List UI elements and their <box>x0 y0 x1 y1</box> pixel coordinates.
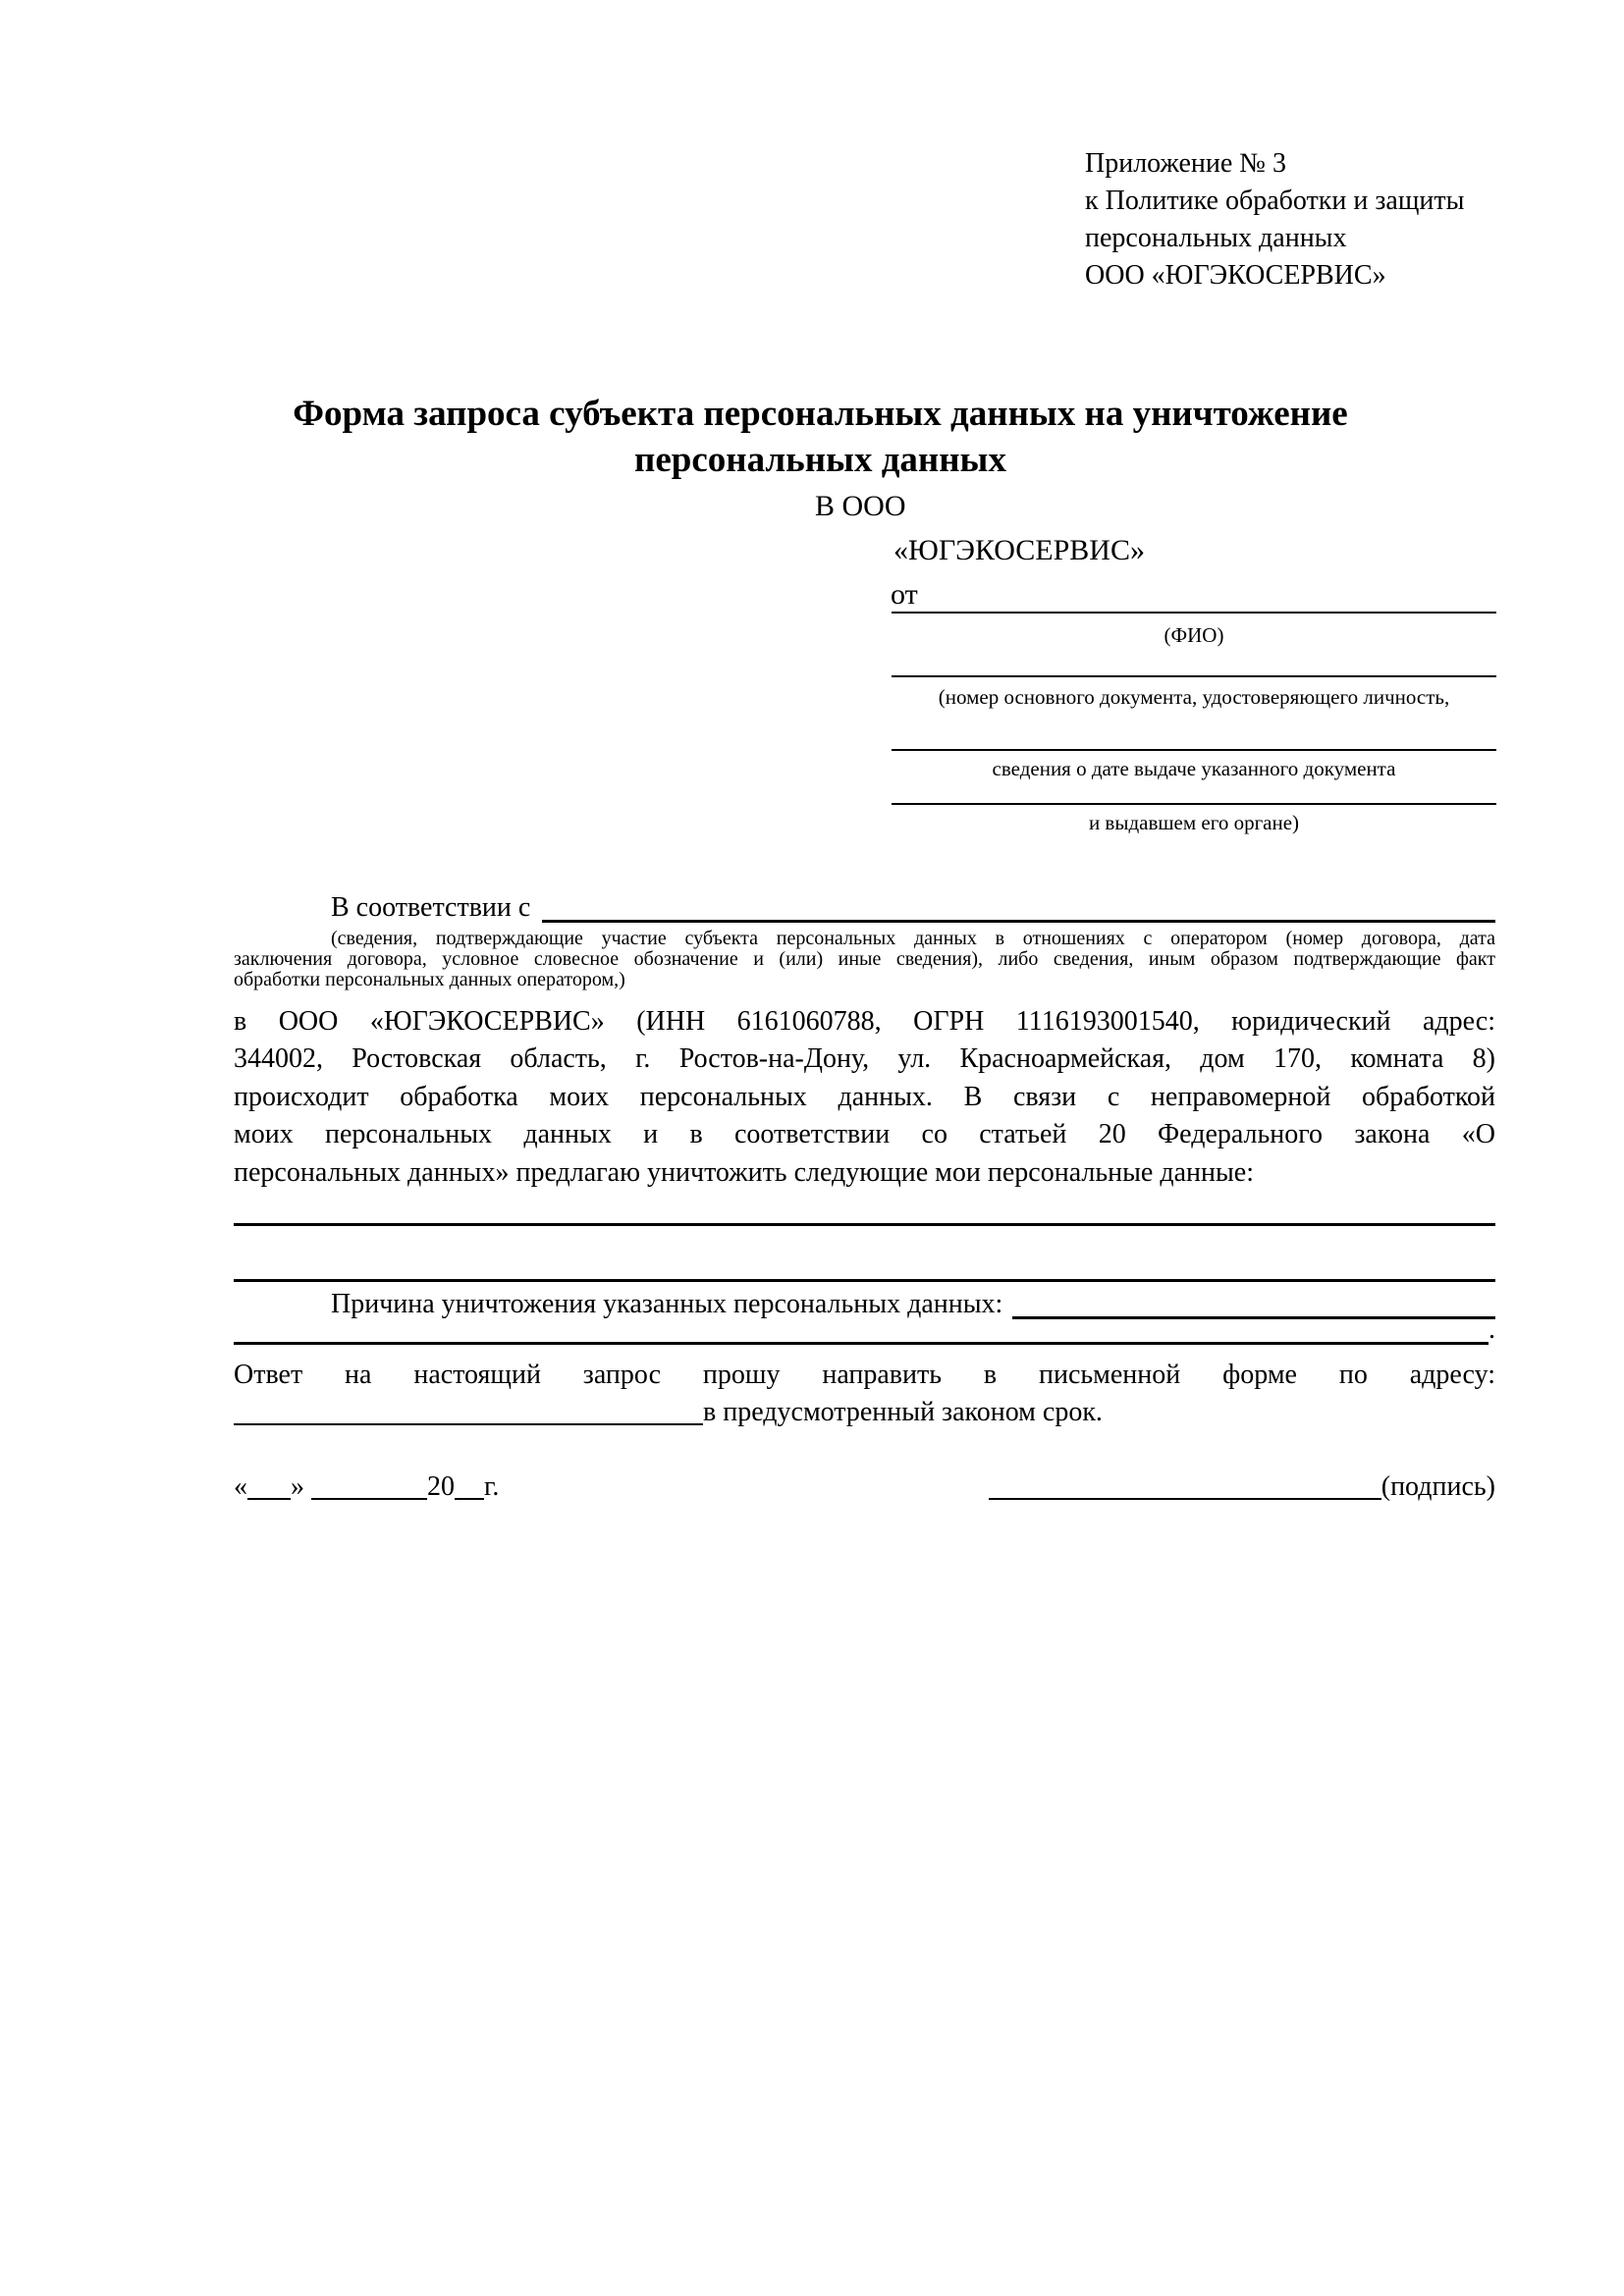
reply-line1: Ответ на настоящий запрос прошу направить в письменной форме по адресу: <box>234 1360 1495 1390</box>
issue-date-fill-line <box>892 749 1496 751</box>
main-paragraph-line: происходит обработка моих персональных данных. В связи с неправомерной обработкой <box>234 1081 1495 1112</box>
accordance-row <box>234 889 1495 927</box>
reply-line2 <box>234 1394 1495 1431</box>
reason-period: . <box>1489 1314 1495 1345</box>
main-paragraph-line: персональных данных» предлагаю уничтожить следующие мои персональные данные: <box>234 1156 1254 1188</box>
document-title-line2: персональных данных <box>634 440 1006 480</box>
addressee-org-name: «ЮГЭКОСЕРВИС» <box>893 534 1145 566</box>
reason-lead: Причина уничтожения указанных персональных данных: <box>331 1289 1003 1319</box>
signature-fill-line <box>989 1498 1381 1500</box>
accordance-fine-print <box>234 929 1495 990</box>
signature-caption: (подпись) <box>1380 1471 1495 1502</box>
fio-fill-line <box>892 612 1496 614</box>
document-number-fill-line <box>892 675 1496 677</box>
addressee-org-prefix: В ООО <box>815 490 906 522</box>
date-close-quote: » <box>291 1471 304 1502</box>
issuing-authority-caption: и выдавшем его органе) <box>1088 811 1300 834</box>
document-number-caption: (номер основного документа, удостоверяющего личность, <box>938 685 1450 709</box>
signature-field <box>989 1468 1495 1506</box>
fine-print-line: (сведения, подтверждающие участие субъекта персональных данных в отношениях с оператором (номер договора, дата <box>331 928 1495 949</box>
fio-caption: (ФИО) <box>1164 623 1224 647</box>
year-prefix: 20 <box>427 1471 455 1502</box>
appendix-header <box>1085 145 1464 294</box>
main-paragraph-line: в ООО «ЮГЭКОСЕРВИС» (ИНН 6161060788, ОГРН 1116193001540, юридический адрес: <box>234 1006 1495 1037</box>
fine-print-line: обработки персональных данных оператором,) <box>234 969 625 990</box>
main-paragraph <box>234 1003 1495 1192</box>
month-fill-line <box>311 1498 427 1500</box>
accordance-lead: В соответствии с <box>331 892 531 923</box>
fine-print-line: заключения договора, условное словесное обозначение и (или) иные сведения), либо сведения, иным образом подтверждающие факт <box>234 948 1495 970</box>
document-title <box>189 391 1451 483</box>
issue-date-caption: сведения о дате выдаче указанного документа <box>992 757 1396 780</box>
from-label: от <box>891 578 918 611</box>
appendix-header-line: персональных данных <box>1085 223 1347 253</box>
accordance-fill-line <box>542 920 1495 923</box>
day-fill-line <box>247 1498 291 1500</box>
year-suffix: г. <box>484 1471 500 1502</box>
reply-paragraph <box>234 1357 1495 1431</box>
date-signature-row <box>234 1468 1495 1506</box>
appendix-header-line: к Политике обработки и защиты <box>1085 186 1465 216</box>
appendix-header-line: Приложение № 3 <box>1085 148 1286 179</box>
reason-continuation-row <box>234 1311 1495 1349</box>
year-fill-line <box>455 1498 484 1500</box>
reason-fill-line-2 <box>234 1342 1489 1345</box>
issuing-authority-fill-line <box>892 803 1496 805</box>
main-paragraph-line: 344002, Ростовская область, г. Ростов-на-Дону, ул. Красноармейская, дом 170, комната 8) <box>234 1043 1495 1075</box>
date-field <box>234 1468 499 1506</box>
data-to-destroy-fill-line-2 <box>234 1279 1495 1282</box>
document-title-line1: Форма запроса субъекта персональных данных на уничтожение <box>293 394 1348 434</box>
appendix-header-line: ООО «ЮГЭКОСЕРВИС» <box>1085 260 1386 291</box>
reply-line2-suffix: в предусмотренный законом срок. <box>703 1397 1103 1427</box>
data-to-destroy-fill-line-1 <box>234 1223 1495 1226</box>
date-open-quote: « <box>234 1471 247 1502</box>
reply-address-fill-line <box>234 1423 703 1425</box>
main-paragraph-line: моих персональных данных и в соответствии со статьей 20 Федерального закона «О <box>234 1119 1495 1150</box>
